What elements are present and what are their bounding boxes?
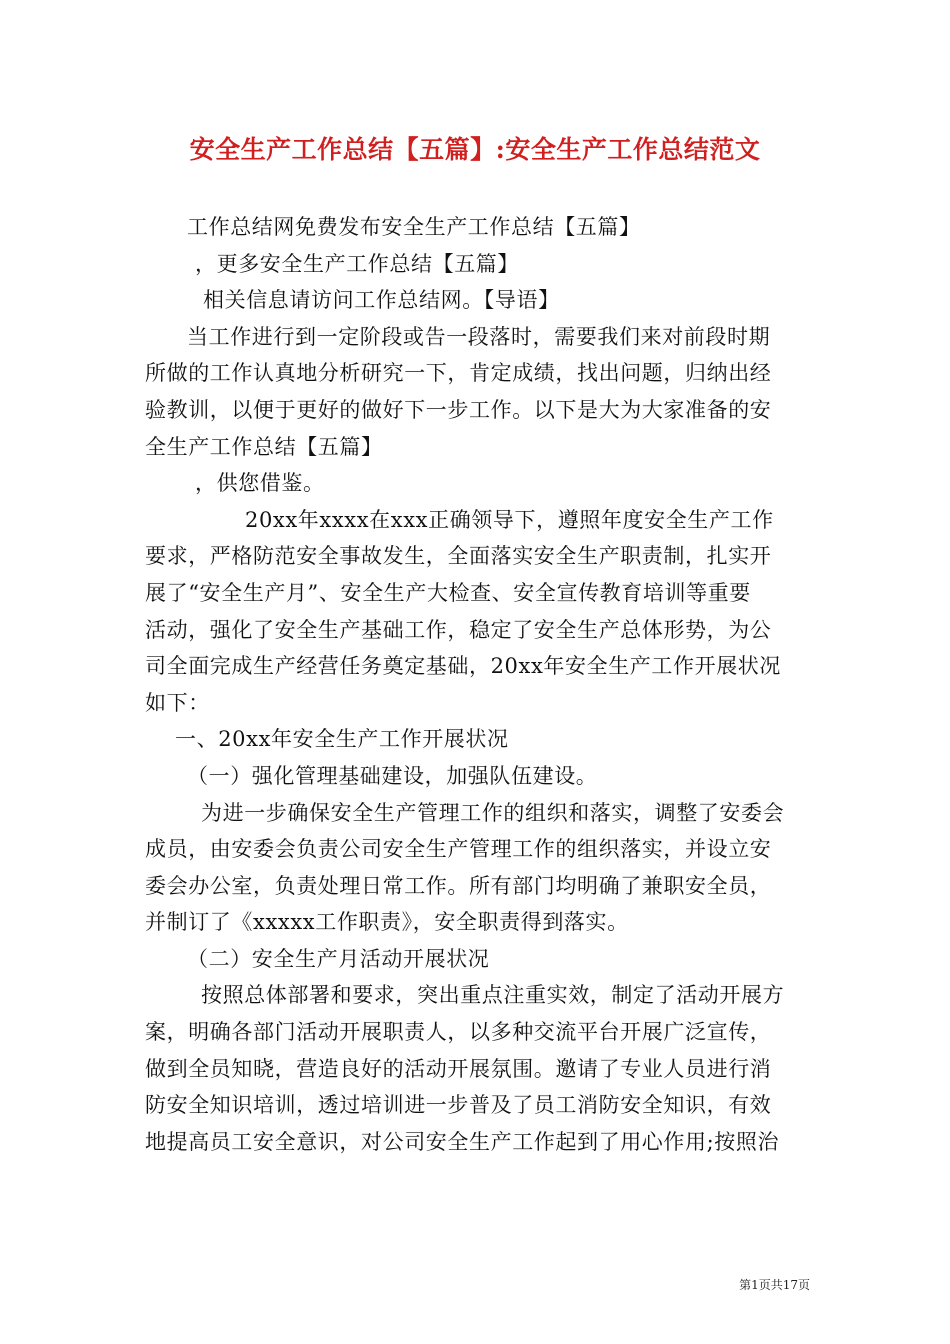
document-title: 安全生产工作总结【五篇】:安全生产工作总结范文 [189,135,761,164]
paragraph-line: 地提高员工安全意识，对公司安全生产工作起到了用心作用;按照治 [145,1129,780,1154]
paragraph-line: ，更多安全生产工作总结【五篇】 [195,251,519,276]
paragraph-line: 如下： [145,690,210,715]
paragraph-line: 20xx年xxxx在xxx正确领导下，遵照年度安全生产工作 [245,507,774,532]
paragraph-line: 相关信息请访问工作总结网。【导语】 [203,288,560,313]
page-number: 第1页共17页 [739,1278,810,1292]
document-body [145,209,810,1160]
paragraph-line: 为进一步确保安全生产管理工作的组织和落实，调整了安委会 [201,800,785,825]
paragraph-line: 所做的工作认真地分析研究一下，肯定成绩，找出问题，归纳出经 [145,361,772,386]
paragraph-line: 防安全知识培训，透过培训进一步普及了员工消防安全知识，有效 [145,1093,772,1118]
paragraph-line: 要求，严格防范安全事故发生，全面落实安全生产职责制，扎实开 [145,544,772,569]
paragraph-line: 按照总体部署和要求，突出重点注重实效，制定了活动开展方 [201,983,785,1008]
paragraph-line: 活动，强化了安全生产基础工作，稳定了安全生产总体形势，为公 [145,617,772,642]
paragraph-line: 案，明确各部门活动开展职责人，以多种交流平台开展广泛宣传， [145,1020,772,1045]
paragraph-line: 当工作进行到一定阶段或告一段落时，需要我们来对前段时期 [187,324,771,349]
paragraph-line: 验教训，以便于更好的做好下一步工作。以下是大为大家准备的安 [145,397,772,422]
paragraph-line: 司全面完成生产经营任务奠定基础，20xx年安全生产工作开展状况 [145,654,782,679]
paragraph-line: ，供您借鉴。 [195,471,325,496]
paragraph-line: 展了“安全生产月”、安全生产大检查、安全宣传教育培训等重要 [145,580,751,605]
paragraph-line: （一）强化管理基础建设，加强队伍建设。 [187,763,598,788]
paragraph-line: （二）安全生产月活动开展状况 [187,946,490,971]
paragraph-line: 成员，由安委会负责公司安全生产管理工作的组织落实，并设立安 [145,837,772,862]
paragraph-line: 并制订了《xxxxx工作职责》，安全职责得到落实。 [145,910,629,935]
paragraph-line: 委会办公室，负责处理日常工作。所有部门均明确了兼职安全员， [145,873,772,898]
paragraph-line: 全生产工作总结【五篇】 [145,434,383,459]
paragraph-line: 做到全员知晓，营造良好的活动开展氛围。邀请了专业人员进行消 [145,1056,772,1081]
paragraph-line: 工作总结网免费发布安全生产工作总结【五篇】 [187,215,641,239]
paragraph-line: 一、20xx年安全生产工作开展状况 [175,727,509,752]
